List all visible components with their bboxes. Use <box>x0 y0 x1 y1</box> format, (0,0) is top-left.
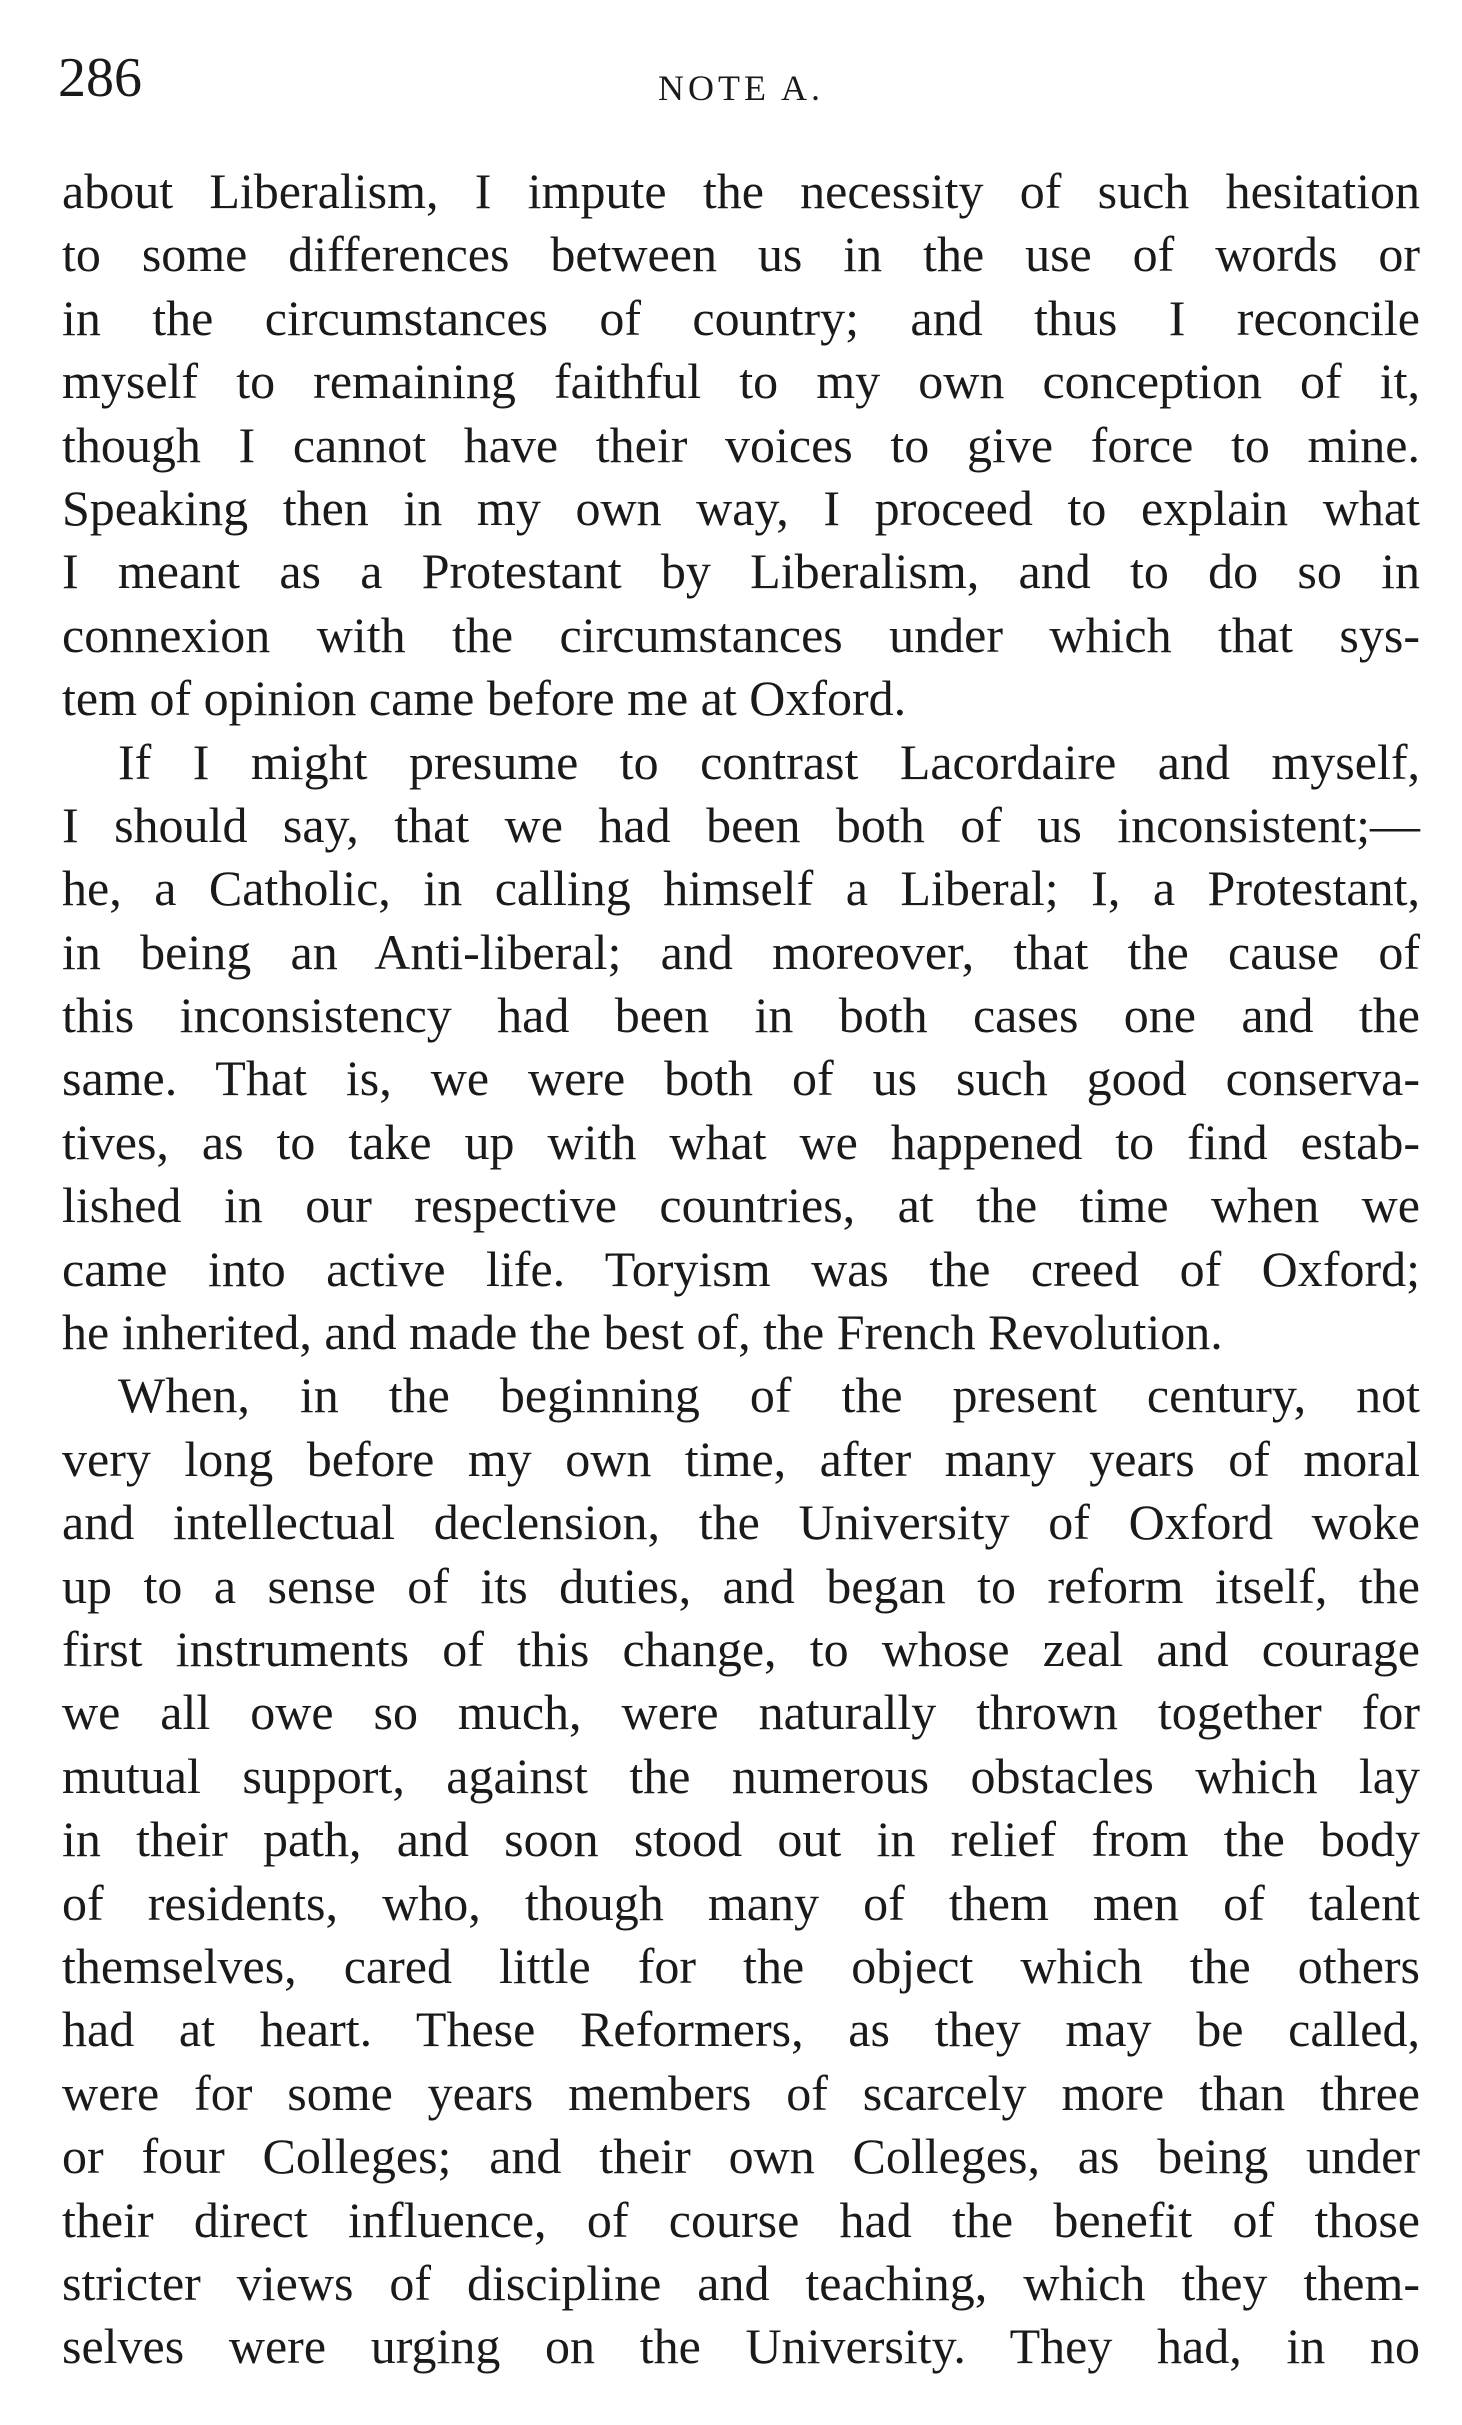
text-line: in the circumstances of country; and thus I reconcile <box>62 289 1420 346</box>
text-line: or four Colleges; and their own Colleges, as being under <box>62 2128 1420 2185</box>
page-number: 286 <box>58 47 142 109</box>
text-line: I should say, that we had been both of us inconsistent;— <box>62 796 1420 853</box>
text-line: tives, as to take up with what we happened to find estab- <box>62 1113 1420 1170</box>
text-line: he, a Catholic, in calling himself a Liberal; I, a Protestant, <box>62 860 1420 917</box>
text-line: we all owe so much, were naturally thrown together for <box>62 1684 1420 1741</box>
text-line: came into active life. Toryism was the creed of Oxford; <box>62 1240 1420 1297</box>
text-line: themselves, cared little for the object which the others <box>62 1937 1420 1994</box>
text-line: in their path, and soon stood out in relief from the body <box>62 1811 1420 1868</box>
text-line: tem of opinion came before me at Oxford. <box>62 670 907 727</box>
text-line: lished in our respective countries, at the time when we <box>62 1177 1420 1234</box>
text-line: When, in the beginning of the present century, not <box>118 1367 1420 1424</box>
text-line: and intellectual declension, the University of Oxford woke <box>62 1494 1420 1551</box>
text-line: first instruments of this change, to whose zeal and courage <box>62 1620 1420 1677</box>
running-title: NOTE A. <box>658 68 824 108</box>
text-line: though I cannot have their voices to give force to mine. <box>62 416 1420 473</box>
text-line: of residents, who, though many of them men of talent <box>62 1874 1420 1931</box>
text-line: same. That is, we were both of us such good conserva- <box>62 1050 1420 1107</box>
text-line: were for some years members of scarcely more than three <box>62 2064 1420 2121</box>
body-text <box>62 160 1420 2379</box>
text-line: myself to remaining faithful to my own conception of it, <box>62 353 1420 410</box>
text-line: had at heart. These Reformers, as they may be called, <box>62 2001 1420 2058</box>
text-line: connexion with the circumstances under which that sys- <box>62 606 1420 663</box>
text-line: I meant as a Protestant by Liberalism, and to do so in <box>62 543 1420 600</box>
running-head <box>58 38 1418 118</box>
text-line: to some differences between us in the use of words or <box>62 226 1420 283</box>
text-line: very long before my own time, after many years of moral <box>62 1430 1420 1487</box>
text-line: If I might presume to contrast Lacordaire and myself, <box>118 733 1420 790</box>
text-line: about Liberalism, I impute the necessity of such hesitation <box>62 163 1420 219</box>
text-line: Speaking then in my own way, I proceed to explain what <box>62 479 1420 536</box>
text-line: up to a sense of its duties, and began to reform itself, the <box>62 1557 1420 1614</box>
text-line: this inconsistency had been in both cases one and the <box>62 987 1420 1044</box>
text-line: he inherited, and made the best of, the French Revolution. <box>62 1304 1223 1361</box>
text-line: in being an Anti-liberal; and moreover, that the cause of <box>62 923 1420 980</box>
text-line: mutual support, against the numerous obstacles which lay <box>62 1747 1420 1804</box>
text-line: selves were urging on the University. They had, in no <box>62 2318 1420 2375</box>
text-line: stricter views of discipline and teaching, which they them- <box>62 2254 1420 2311</box>
text-line: their direct influence, of course had the benefit of those <box>62 2191 1420 2248</box>
